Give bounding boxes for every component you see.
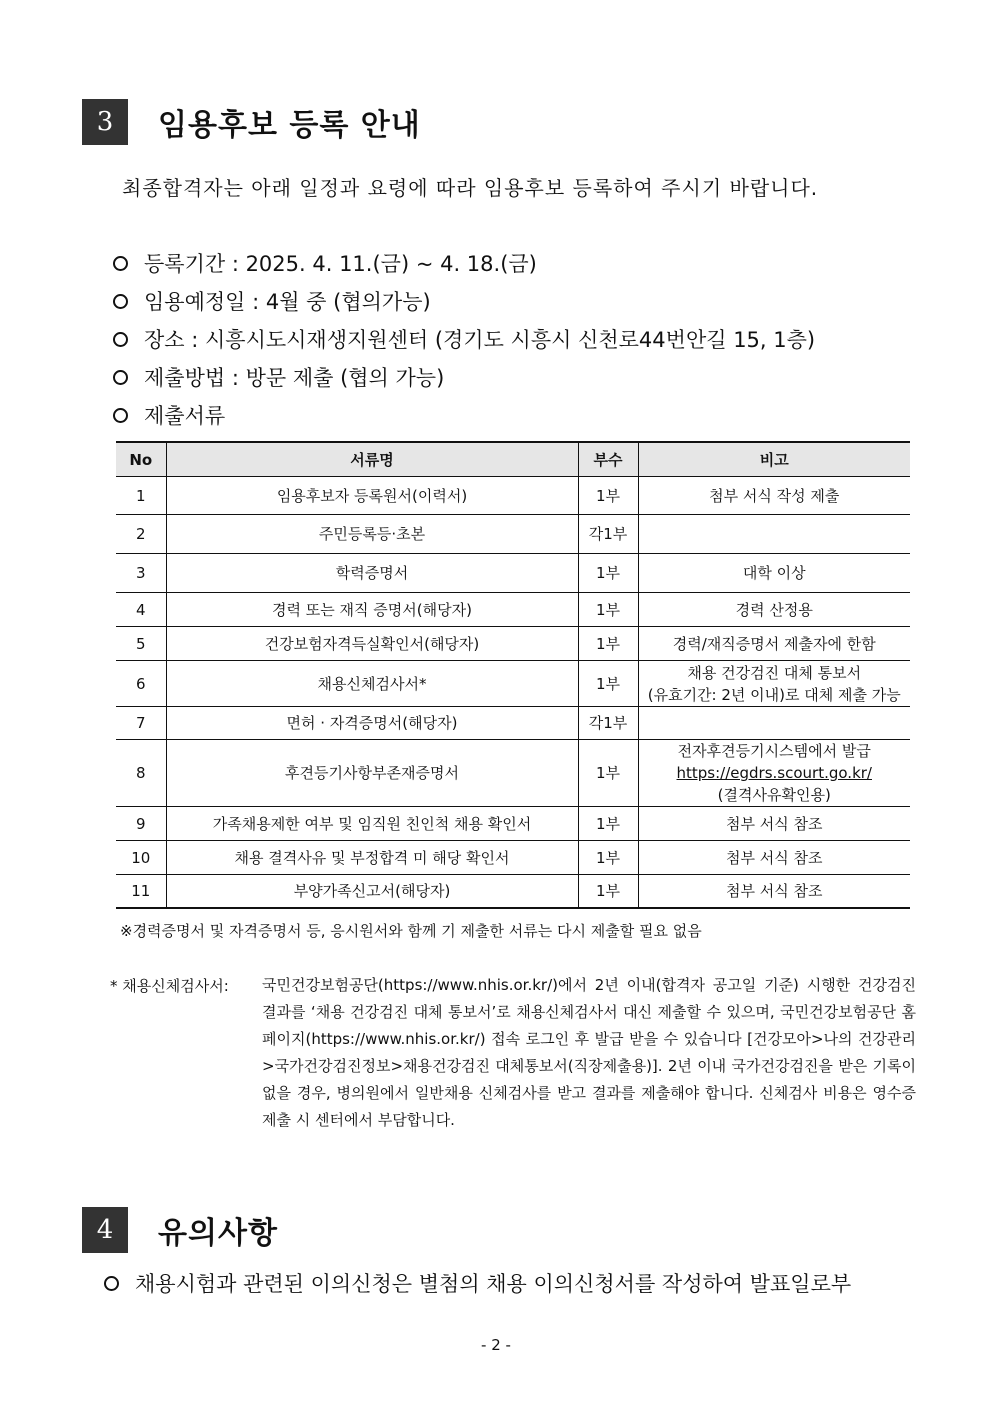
col-copies-header: 부수 bbox=[578, 442, 638, 477]
section-title: 유의사항 bbox=[158, 1216, 278, 1251]
section-number-badge: 4 bbox=[82, 1207, 128, 1253]
row-copies: 1부 bbox=[578, 554, 638, 593]
row-note bbox=[638, 515, 910, 554]
page-number: - 2 - bbox=[481, 1336, 511, 1354]
circle-bullet-icon bbox=[104, 1276, 119, 1291]
footnote-body: 국민건강보험공단(https://www.nhis.or.kr/)에서 2년 이내(합격자 공고일 기준) 시행한 건강검진 결과를 ‘채용 건강검진 대체 통보서’로 채용신체검사서 대신 제출할 수 있으며, 국민건강보험공단 홈페이지(https://www.nhis.or.kr/) 접속 로그인 후 발급 받을 수 있습니다 [건강모아>나의 건강관리>국가건강검진정보>채용건강검진 대체통보서(직장제출용)]. 2년 이내 국가건강검진을 받은 기록이 없을 경우, 병의원에서 일반채용 신체검사를 받고 결과를 제출해야 합니다. 신체검사 비용은 영수증 제출 시 센터에서 부담합니다. bbox=[262, 976, 916, 1129]
note-line: 전자후견등기시스템에서 발급 bbox=[677, 742, 871, 760]
row-copies: 1부 bbox=[578, 807, 638, 841]
note-line: 채용 건강검진 대체 통보서 bbox=[687, 663, 862, 682]
row-note: 첨부 서식 작성 제출 bbox=[638, 477, 910, 515]
row-no: 1 bbox=[116, 477, 166, 515]
row-name: 가족채용제한 여부 및 임직원 친인척 채용 확인서 bbox=[166, 807, 578, 841]
section-4-header bbox=[82, 1207, 278, 1253]
table-row bbox=[116, 627, 910, 661]
circle-bullet-icon bbox=[113, 370, 128, 385]
table-row bbox=[116, 740, 910, 807]
info-list bbox=[113, 244, 815, 434]
row-no: 7 bbox=[116, 707, 166, 740]
row-copies: 1부 bbox=[578, 593, 638, 627]
row-copies: 각1부 bbox=[578, 707, 638, 740]
col-note-header: 비고 bbox=[638, 442, 910, 477]
row-name: 주민등록등·초본 bbox=[166, 515, 578, 554]
list-item bbox=[113, 320, 815, 358]
table-row bbox=[116, 841, 910, 875]
row-name: 부양가족신고서(해당자) bbox=[166, 875, 578, 908]
table-header-row bbox=[116, 442, 910, 477]
row-name: 채용신체검사서* bbox=[166, 661, 578, 707]
row-copies: 1부 bbox=[578, 875, 638, 908]
table-row bbox=[116, 593, 910, 627]
circle-bullet-icon bbox=[113, 294, 128, 309]
row-name: 건강보험자격득실확인서(해당자) bbox=[166, 627, 578, 661]
footnote-label: * 채용신체검사서: bbox=[110, 977, 229, 995]
table-row bbox=[116, 477, 910, 515]
row-no: 11 bbox=[116, 875, 166, 908]
row-copies: 각1부 bbox=[578, 515, 638, 554]
row-note: 대학 이상 bbox=[638, 554, 910, 593]
row-no: 2 bbox=[116, 515, 166, 554]
row-note: 첨부 서식 참조 bbox=[638, 841, 910, 875]
submission-method: 제출방법 : 방문 제출 (협의 가능) bbox=[144, 366, 445, 390]
row-note: 첨부 서식 참조 bbox=[638, 875, 910, 908]
row-note: 경력/재직증명서 제출자에 한함 bbox=[638, 627, 910, 661]
appointment-date: 임용예정일 : 4월 중 (협의가능) bbox=[144, 290, 431, 314]
row-copies: 1부 bbox=[578, 740, 638, 807]
intro-text: 최종합격자는 아래 일정과 요령에 따라 임용후보 등록하여 주시기 바랍니다. bbox=[122, 176, 819, 200]
list-item bbox=[113, 282, 815, 320]
row-name: 학력증명서 bbox=[166, 554, 578, 593]
appeal-notice-text: 채용시험과 관련된 이의신청은 별첨의 채용 이의신청서를 작성하여 발표일로부 bbox=[135, 1272, 852, 1296]
row-no: 10 bbox=[116, 841, 166, 875]
appeal-notice bbox=[104, 1268, 851, 1298]
circle-bullet-icon bbox=[113, 408, 128, 423]
row-copies: 1부 bbox=[578, 841, 638, 875]
list-item bbox=[113, 358, 815, 396]
col-no-header: No bbox=[116, 442, 166, 477]
table-row bbox=[116, 875, 910, 908]
list-item bbox=[113, 244, 815, 282]
registration-period: 등록기간 : 2025. 4. 11.(금) ~ 4. 18.(금) bbox=[144, 252, 537, 276]
row-name: 후견등기사항부존재증명서 bbox=[166, 740, 578, 807]
circle-bullet-icon bbox=[113, 332, 128, 347]
row-no: 4 bbox=[116, 593, 166, 627]
row-no: 3 bbox=[116, 554, 166, 593]
row-copies: 1부 bbox=[578, 477, 638, 515]
col-name-header: 서류명 bbox=[166, 442, 578, 477]
section-3-header bbox=[82, 99, 421, 145]
row-note bbox=[638, 740, 910, 807]
row-name: 임용후보자 등록원서(이력서) bbox=[166, 477, 578, 515]
location: 장소 : 시흥시도시재생지원센터 (경기도 시흥시 신천로44번안길 15, 1층) bbox=[144, 328, 816, 352]
section-number-badge: 3 bbox=[82, 99, 128, 145]
row-copies: 1부 bbox=[578, 627, 638, 661]
row-no: 8 bbox=[116, 740, 166, 807]
row-note: 경력 산정용 bbox=[638, 593, 910, 627]
note-line: (결격사유확인용) bbox=[717, 786, 831, 804]
table-row bbox=[116, 515, 910, 554]
row-name: 면허 · 자격증명서(해당자) bbox=[166, 707, 578, 740]
table-row bbox=[116, 661, 910, 707]
row-note: 첨부 서식 참조 bbox=[638, 807, 910, 841]
documents-table bbox=[116, 441, 910, 909]
row-note bbox=[638, 661, 910, 707]
section-title: 임용후보 등록 안내 bbox=[158, 108, 421, 143]
table-row bbox=[116, 807, 910, 841]
row-name: 경력 또는 재직 증명서(해당자) bbox=[166, 593, 578, 627]
list-item bbox=[113, 396, 815, 434]
row-name: 채용 결격사유 및 부정합격 미 해당 확인서 bbox=[166, 841, 578, 875]
row-no: 5 bbox=[116, 627, 166, 661]
table-row bbox=[116, 554, 910, 593]
row-no: 9 bbox=[116, 807, 166, 841]
table-row bbox=[116, 707, 910, 740]
circle-bullet-icon bbox=[113, 256, 128, 271]
resubmission-note: ※경력증명서 및 자격증명서 등, 응시원서와 함께 기 제출한 서류는 다시 제출할 필요 없음 bbox=[120, 922, 702, 940]
row-no: 6 bbox=[116, 661, 166, 707]
egdrs-link[interactable]: https://egdrs.scourt.go.kr/ bbox=[676, 764, 872, 782]
note-line: (유효기간: 2년 이내)로 대체 제출 가능 bbox=[647, 685, 901, 704]
row-note bbox=[638, 707, 910, 740]
row-copies: 1부 bbox=[578, 661, 638, 707]
documents-heading: 제출서류 bbox=[144, 404, 226, 428]
